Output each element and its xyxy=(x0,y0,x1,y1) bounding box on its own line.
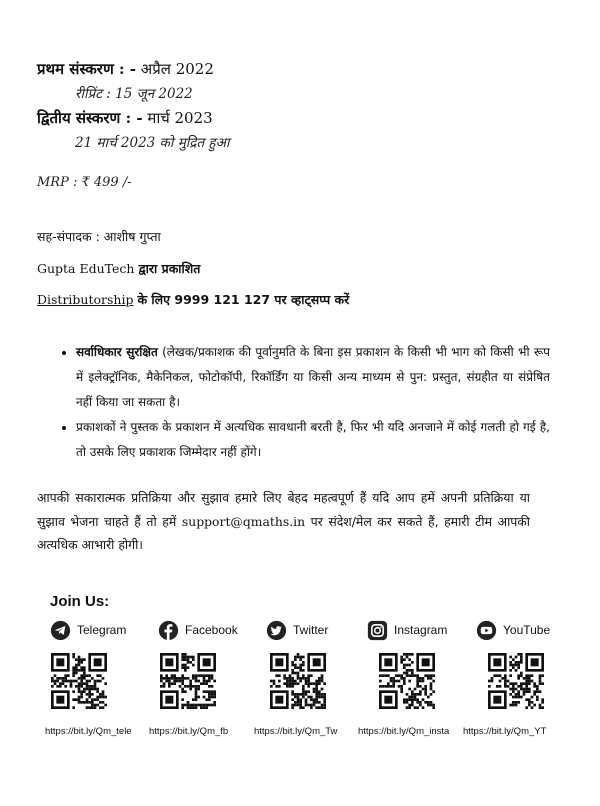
youtube-icon xyxy=(476,620,497,641)
publisher-name: Gupta EduTech xyxy=(37,261,135,276)
twitter-link[interactable]: https://bit.ly/Qm_Tw xyxy=(254,726,338,737)
qr-code[interactable] xyxy=(160,653,216,709)
copyright-heading: सर्वाधिकार सुरक्षित xyxy=(76,345,158,359)
mrp-price: MRP : ₹ 499 /- xyxy=(37,175,132,190)
instagram-icon xyxy=(367,620,388,641)
list-item xyxy=(76,340,550,415)
distributorship-contact: के लिए 9999 121 127 पर व्हाट्सप्प करें xyxy=(137,292,350,307)
first-edition-label: प्रथम संस्करण : - xyxy=(37,60,136,78)
printed-note: 21 मार्च 2023 को मुद्रित हुआ xyxy=(75,135,230,151)
reprint-note: रीप्रिंट : 15 जून 2022 xyxy=(75,86,193,102)
social-telegram[interactable] xyxy=(50,618,160,642)
telegram-icon xyxy=(50,620,71,641)
facebook-link[interactable]: https://bit.ly/Qm_fb xyxy=(149,726,229,737)
support-email[interactable]: support@qmaths.in xyxy=(181,513,306,529)
distributorship-line xyxy=(37,291,349,308)
second-edition-label: द्वितीय संस्करण : - xyxy=(37,109,143,127)
qr-code[interactable] xyxy=(379,653,435,709)
telegram-label: Telegram xyxy=(77,623,127,637)
social-twitter[interactable] xyxy=(266,618,376,642)
publisher-line xyxy=(37,260,200,277)
instagram-label: Instagram xyxy=(394,623,448,637)
qr-code[interactable] xyxy=(51,653,107,709)
facebook-label: Facebook xyxy=(185,623,238,637)
publisher-suffix: द्वारा प्रकाशित xyxy=(138,261,201,276)
copyright-text: (लेखक/प्रकाशक की पूर्वानुमति के बिना इस प्रकाशन के किसी भी भाग को किसी भी रूप में इलेक्ट्रॉनिक, मैकेनिकल, फोटोकॉपी, रिकॉर्डिंग या किसी अन्य माध्यम से पुन: प्रस्तुत, संग्रहीत या संप्रेषित नहीं किया जा सकता है। xyxy=(76,345,550,409)
distributorship-word: Distributorship xyxy=(37,292,134,307)
disclaimer-text: प्रकाशकों ने पुस्तक के प्रकाशन में अत्यधिक सावधानी बरती है, फिर भी यदि अनजाने में कोई गलती हो गई है, तो उसके लिए प्रकाशक जिम्मेदार नहीं होंगे। xyxy=(76,420,550,459)
twitter-icon xyxy=(266,620,287,641)
social-instagram[interactable] xyxy=(367,618,477,642)
qr-code[interactable] xyxy=(488,653,544,709)
youtube-link[interactable]: https://bit.ly/Qm_YT xyxy=(463,726,547,737)
telegram-link[interactable]: https://bit.ly/Qm_tele xyxy=(45,726,132,737)
qr-code[interactable] xyxy=(270,653,326,709)
feedback-paragraph xyxy=(37,486,530,557)
second-edition xyxy=(37,108,213,128)
first-edition-value: अप्रैल 2022 xyxy=(140,60,214,78)
first-edition xyxy=(37,59,214,79)
instagram-link[interactable]: https://bit.ly/Qm_insta xyxy=(358,726,450,737)
social-youtube[interactable] xyxy=(476,618,586,642)
youtube-label: YouTube xyxy=(503,623,551,637)
notice-list xyxy=(56,340,550,465)
twitter-label: Twitter xyxy=(293,623,329,637)
facebook-icon xyxy=(158,620,179,641)
join-us-title: Join Us: xyxy=(50,593,110,610)
social-facebook[interactable] xyxy=(158,618,268,642)
feedback-text-start: आपकी सकारात्मक प्रतिक्रिया और सुझाव हमारे लिए बेहद महत्वपूर्ण हैं यदि आप हमें अपनी प्रतिक्रिया या सुझाव भेजना चाहते हैं तो हमें xyxy=(37,490,530,529)
list-item xyxy=(76,415,550,465)
co-editor: सह-संपादक : आशीष गुप्ता xyxy=(37,229,161,244)
feedback-text-end: पर संदेश/मेल कर सकते हैं, हमारी टीम आपकी अत्यधिक आभारी होगी। xyxy=(37,513,530,552)
second-edition-value: मार्च 2023 xyxy=(147,109,213,127)
